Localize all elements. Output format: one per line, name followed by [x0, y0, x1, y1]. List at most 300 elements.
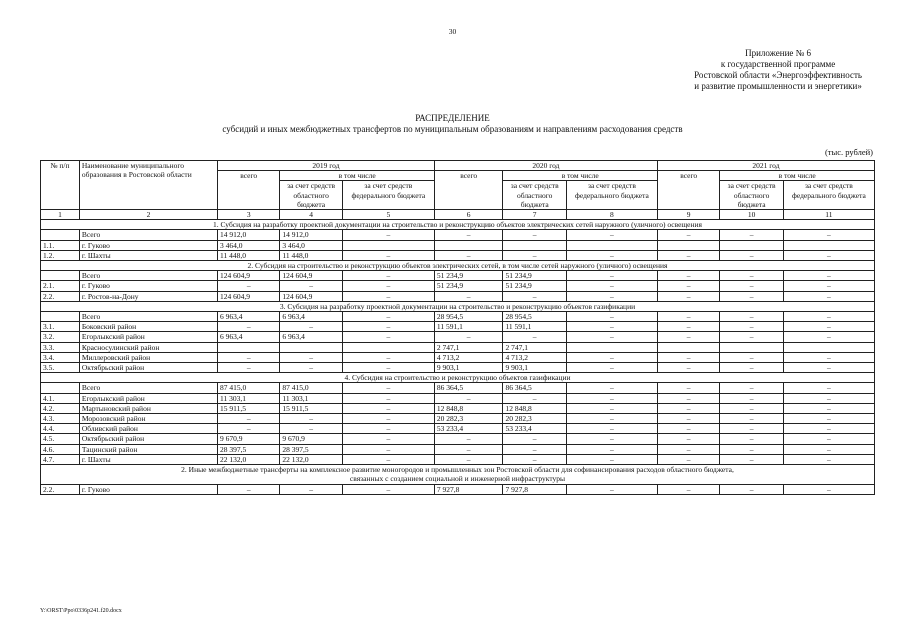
row-number: 4.6.: [41, 444, 80, 454]
value-cell: –: [280, 322, 342, 332]
value-cell: –: [566, 414, 657, 424]
value-cell: –: [566, 403, 657, 413]
value-cell: [342, 342, 434, 352]
value-cell: –: [657, 322, 719, 332]
value-cell: –: [657, 250, 719, 260]
value-cell: –: [657, 363, 719, 373]
value-cell: –: [720, 444, 783, 454]
value-cell: 3 464,0: [280, 240, 342, 250]
value-cell: 11 448,0: [218, 250, 280, 260]
header-regional: за счет средств областного бюджета: [720, 181, 783, 210]
municipality-name: Октябрьский район: [79, 363, 217, 373]
header-num: № п/п: [41, 161, 80, 210]
row-number: [41, 312, 80, 322]
value-cell: –: [566, 312, 657, 322]
value-cell: –: [657, 312, 719, 322]
section-title: 3. Субсидия на разработку проектной документации на строительство и реконструкцию объектов газификации: [41, 301, 875, 311]
row-number: 2.1.: [41, 281, 80, 291]
table-row: [41, 312, 875, 322]
value-cell: 14 912,0: [218, 230, 280, 240]
value-cell: –: [566, 383, 657, 393]
value-cell: –: [720, 454, 783, 464]
value-cell: [720, 240, 783, 250]
value-cell: –: [657, 271, 719, 281]
value-cell: 22 132,0: [280, 454, 342, 464]
value-cell: 4 713,2: [434, 352, 503, 362]
municipality-name: Миллеровский район: [79, 352, 217, 362]
section-row: [41, 301, 875, 311]
value-cell: –: [657, 424, 719, 434]
value-cell: –: [783, 322, 874, 332]
municipality-name: Боковский район: [79, 322, 217, 332]
value-cell: –: [783, 363, 874, 373]
value-cell: –: [434, 444, 503, 454]
municipality-name: г. Шахты: [79, 250, 217, 260]
col-number: 7: [503, 210, 566, 220]
municipality-name: Тацинский район: [79, 444, 217, 454]
header-total: всего: [218, 171, 280, 210]
section-title: 2. Субсидия на строительство и реконструкцию объектов электрических сетей, в том числе сетей наружного (уличного) освещения: [41, 261, 875, 271]
value-cell: –: [342, 434, 434, 444]
value-cell: –: [783, 250, 874, 260]
header-total: всего: [657, 171, 719, 210]
row-number: 3.1.: [41, 322, 80, 332]
value-cell: 9 670,9: [218, 434, 280, 444]
value-cell: –: [720, 291, 783, 301]
table-row: [41, 434, 875, 444]
value-cell: –: [566, 250, 657, 260]
value-cell: 2 747,1: [434, 342, 503, 352]
header-total: всего: [434, 171, 503, 210]
value-cell: 14 912,0: [280, 230, 342, 240]
section-title: 1. Субсидия на разработку проектной документации на строительство и реконструкцию объектов электрических сетей наружного (уличного) освещения: [41, 220, 875, 230]
value-cell: 15 911,5: [218, 403, 280, 413]
value-cell: 20 282,3: [434, 414, 503, 424]
col-number: 8: [566, 210, 657, 220]
value-cell: –: [342, 414, 434, 424]
value-cell: –: [342, 322, 434, 332]
value-cell: –: [657, 414, 719, 424]
value-cell: 15 911,5: [280, 403, 342, 413]
row-number: [41, 230, 80, 240]
value-cell: –: [503, 454, 566, 464]
value-cell: –: [783, 414, 874, 424]
section-row: [41, 220, 875, 230]
value-cell: –: [503, 230, 566, 240]
value-cell: –: [720, 414, 783, 424]
value-cell: [657, 240, 719, 250]
row-number: 3.4.: [41, 352, 80, 362]
table-row: [41, 383, 875, 393]
value-cell: –: [783, 230, 874, 240]
value-cell: –: [783, 484, 874, 494]
value-cell: –: [783, 271, 874, 281]
value-cell: –: [783, 332, 874, 342]
table-row: [41, 393, 875, 403]
value-cell: 11 303,1: [280, 393, 342, 403]
value-cell: –: [566, 424, 657, 434]
table-row: [41, 424, 875, 434]
municipality-name: Всего: [79, 312, 217, 322]
value-cell: 28 397,5: [218, 444, 280, 454]
header-year-2019: 2019 год: [218, 161, 435, 171]
value-cell: –: [342, 271, 434, 281]
value-cell: –: [503, 332, 566, 342]
value-cell: 124 604,9: [280, 271, 342, 281]
value-cell: –: [434, 434, 503, 444]
value-cell: –: [657, 291, 719, 301]
value-cell: 11 591,1: [503, 322, 566, 332]
value-cell: –: [342, 393, 434, 403]
value-cell: –: [342, 454, 434, 464]
value-cell: –: [434, 250, 503, 260]
value-cell: –: [720, 281, 783, 291]
section-title: 4. Субсидия на строительство и реконструкцию объектов газификации: [41, 373, 875, 383]
value-cell: –: [218, 484, 280, 494]
value-cell: 6 963,4: [280, 312, 342, 322]
value-cell: –: [280, 352, 342, 362]
value-cell: –: [720, 322, 783, 332]
table-row: [41, 271, 875, 281]
value-cell: –: [657, 444, 719, 454]
value-cell: 51 234,9: [434, 271, 503, 281]
value-cell: –: [783, 454, 874, 464]
value-cell: –: [720, 363, 783, 373]
value-cell: [720, 342, 783, 352]
value-cell: –: [783, 383, 874, 393]
units-label: (тыс. рублей): [824, 147, 873, 157]
col-number: 3: [218, 210, 280, 220]
municipality-name: Красносулинский район: [79, 342, 217, 352]
value-cell: [503, 240, 566, 250]
value-cell: 12 848,8: [503, 403, 566, 413]
value-cell: –: [434, 230, 503, 240]
municipality-name: Морозовский район: [79, 414, 217, 424]
col-number: 2: [79, 210, 217, 220]
value-cell: [783, 240, 874, 250]
value-cell: –: [434, 393, 503, 403]
section-row: [41, 261, 875, 271]
value-cell: –: [280, 424, 342, 434]
value-cell: –: [342, 383, 434, 393]
value-cell: –: [657, 332, 719, 342]
table-row: [41, 332, 875, 342]
table-body: [41, 220, 875, 494]
value-cell: –: [218, 352, 280, 362]
value-cell: –: [218, 363, 280, 373]
value-cell: 53 233,4: [503, 424, 566, 434]
value-cell: 87 415,0: [218, 383, 280, 393]
col-number: 1: [41, 210, 80, 220]
value-cell: 28 954,5: [434, 312, 503, 322]
value-cell: –: [720, 383, 783, 393]
value-cell: –: [566, 434, 657, 444]
row-number: 4.2.: [41, 403, 80, 413]
municipality-name: Всего: [79, 383, 217, 393]
municipality-name: Егорлыкский район: [79, 393, 217, 403]
value-cell: [434, 240, 503, 250]
col-number: 10: [720, 210, 783, 220]
value-cell: 4 713,2: [503, 352, 566, 362]
value-cell: –: [342, 332, 434, 342]
value-cell: 6 963,4: [218, 312, 280, 322]
value-cell: [657, 342, 719, 352]
table-row: [41, 250, 875, 260]
value-cell: –: [342, 250, 434, 260]
value-cell: 28 397,5: [280, 444, 342, 454]
value-cell: 20 282,3: [503, 414, 566, 424]
value-cell: –: [566, 271, 657, 281]
col-number: 9: [657, 210, 719, 220]
appendix-line: Приложение № 6: [745, 48, 811, 58]
row-number: 3.3.: [41, 342, 80, 352]
value-cell: –: [342, 291, 434, 301]
value-cell: –: [566, 363, 657, 373]
column-numbers-row: [41, 210, 875, 220]
value-cell: –: [342, 444, 434, 454]
table-row: [41, 352, 875, 362]
value-cell: –: [434, 332, 503, 342]
distribution-table: [40, 160, 875, 495]
header-federal: за счет средств федерального бюджета: [783, 181, 874, 210]
table-row: [41, 444, 875, 454]
value-cell: –: [720, 230, 783, 240]
col-number: 4: [280, 210, 342, 220]
row-number: 4.7.: [41, 454, 80, 464]
header-federal: за счет средств федерального бюджета: [342, 181, 434, 210]
page-number: 30: [448, 27, 457, 36]
value-cell: 87 415,0: [280, 383, 342, 393]
header-year-2021: 2021 год: [657, 161, 874, 171]
value-cell: –: [342, 424, 434, 434]
value-cell: –: [720, 393, 783, 403]
value-cell: [566, 240, 657, 250]
value-cell: 86 364,5: [434, 383, 503, 393]
value-cell: –: [218, 414, 280, 424]
value-cell: –: [342, 281, 434, 291]
value-cell: –: [783, 444, 874, 454]
table-row: [41, 281, 875, 291]
value-cell: –: [434, 454, 503, 464]
value-cell: –: [783, 291, 874, 301]
value-cell: –: [657, 383, 719, 393]
value-cell: 11 303,1: [218, 393, 280, 403]
value-cell: –: [720, 332, 783, 342]
value-cell: –: [566, 291, 657, 301]
table-row: [41, 403, 875, 413]
header-including: в том числе: [503, 171, 658, 181]
value-cell: –: [783, 281, 874, 291]
value-cell: 22 132,0: [218, 454, 280, 464]
value-cell: –: [566, 484, 657, 494]
value-cell: –: [657, 434, 719, 444]
value-cell: –: [657, 352, 719, 362]
table-row: [41, 240, 875, 250]
appendix-note: [694, 48, 862, 92]
value-cell: –: [657, 484, 719, 494]
value-cell: 124 604,9: [218, 291, 280, 301]
value-cell: –: [218, 281, 280, 291]
value-cell: [783, 342, 874, 352]
table-row: [41, 484, 875, 494]
section-row: [41, 373, 875, 383]
municipality-name: Всего: [79, 271, 217, 281]
value-cell: –: [503, 444, 566, 454]
value-cell: –: [280, 484, 342, 494]
col-number: 5: [342, 210, 434, 220]
value-cell: 53 233,4: [434, 424, 503, 434]
municipality-name: Всего: [79, 230, 217, 240]
value-cell: [566, 342, 657, 352]
document-title: [0, 113, 905, 135]
col-number: 6: [434, 210, 503, 220]
value-cell: 51 234,9: [434, 281, 503, 291]
value-cell: –: [566, 352, 657, 362]
file-path-footer: Y:\ORST\Ppo\0336p241.f20.docx: [40, 608, 122, 614]
value-cell: –: [566, 322, 657, 332]
value-cell: 9 903,1: [503, 363, 566, 373]
value-cell: –: [342, 363, 434, 373]
value-cell: –: [783, 434, 874, 444]
row-number: [41, 383, 80, 393]
value-cell: –: [720, 352, 783, 362]
municipality-name: Обливский район: [79, 424, 217, 434]
table-row: [41, 322, 875, 332]
value-cell: 9 670,9: [280, 434, 342, 444]
value-cell: –: [657, 230, 719, 240]
municipality-name: г. Гуково: [79, 484, 217, 494]
value-cell: –: [503, 291, 566, 301]
section-row: [41, 465, 875, 484]
header-year-2020: 2020 год: [434, 161, 657, 171]
value-cell: –: [657, 281, 719, 291]
municipality-name: г. Ростов-на-Дону: [79, 291, 217, 301]
header-regional: за счет средств областного бюджета: [280, 181, 342, 210]
municipality-name: Октябрьский район: [79, 434, 217, 444]
value-cell: –: [434, 291, 503, 301]
municipality-name: Мартыновский район: [79, 403, 217, 413]
value-cell: 6 963,4: [218, 332, 280, 342]
value-cell: –: [503, 393, 566, 403]
row-number: 4.3.: [41, 414, 80, 424]
value-cell: –: [566, 444, 657, 454]
row-number: 1.1.: [41, 240, 80, 250]
table-row: [41, 342, 875, 352]
value-cell: –: [720, 403, 783, 413]
header-regional: за счет средств областного бюджета: [503, 181, 566, 210]
value-cell: –: [503, 250, 566, 260]
row-number: 4.1.: [41, 393, 80, 403]
value-cell: –: [720, 250, 783, 260]
value-cell: 12 848,8: [434, 403, 503, 413]
value-cell: –: [566, 332, 657, 342]
value-cell: 51 234,9: [503, 281, 566, 291]
municipality-name: г. Шахты: [79, 454, 217, 464]
value-cell: 28 954,5: [503, 312, 566, 322]
row-number: 1.2.: [41, 250, 80, 260]
value-cell: 51 234,9: [503, 271, 566, 281]
municipality-name: Егорлыкский район: [79, 332, 217, 342]
value-cell: 11 448,0: [280, 250, 342, 260]
value-cell: –: [783, 424, 874, 434]
value-cell: –: [657, 454, 719, 464]
value-cell: –: [657, 403, 719, 413]
table-row: [41, 454, 875, 464]
row-number: [41, 271, 80, 281]
value-cell: 6 963,4: [280, 332, 342, 342]
municipality-name: г. Гуково: [79, 240, 217, 250]
value-cell: –: [342, 352, 434, 362]
value-cell: 124 604,9: [218, 271, 280, 281]
value-cell: [280, 342, 342, 352]
header-federal: за счет средств федерального бюджета: [566, 181, 657, 210]
value-cell: 124 604,9: [280, 291, 342, 301]
value-cell: 86 364,5: [503, 383, 566, 393]
header-name: Наименование муниципального образования в Ростовской области: [79, 161, 217, 210]
value-cell: –: [720, 424, 783, 434]
appendix-line: и развитие промышленности и энергетики»: [694, 81, 862, 91]
table-row: [41, 291, 875, 301]
value-cell: –: [720, 312, 783, 322]
value-cell: –: [342, 484, 434, 494]
table-row: [41, 363, 875, 373]
value-cell: –: [503, 434, 566, 444]
value-cell: –: [342, 230, 434, 240]
appendix-line: к государственной программе: [720, 59, 836, 69]
value-cell: –: [566, 393, 657, 403]
municipality-name: г. Гуково: [79, 281, 217, 291]
table-header: [41, 161, 875, 220]
value-cell: –: [342, 312, 434, 322]
value-cell: 9 903,1: [434, 363, 503, 373]
row-number: 2.2.: [41, 484, 80, 494]
value-cell: –: [720, 271, 783, 281]
value-cell: –: [657, 393, 719, 403]
value-cell: –: [720, 434, 783, 444]
row-number: 4.4.: [41, 424, 80, 434]
value-cell: 2 747,1: [503, 342, 566, 352]
title-subtitle: субсидий и иных межбюджетных трансфертов по муниципальным образованиям и направлениям расходования средств: [222, 124, 683, 134]
value-cell: –: [218, 424, 280, 434]
appendix-line: Ростовской области «Энергоэффективность: [694, 70, 862, 80]
value-cell: –: [280, 363, 342, 373]
value-cell: –: [342, 403, 434, 413]
value-cell: –: [566, 454, 657, 464]
value-cell: –: [566, 230, 657, 240]
value-cell: 7 927,8: [434, 484, 503, 494]
value-cell: [218, 342, 280, 352]
col-number: 11: [783, 210, 874, 220]
value-cell: –: [783, 312, 874, 322]
value-cell: 3 464,0: [218, 240, 280, 250]
value-cell: –: [566, 281, 657, 291]
row-number: 2.2.: [41, 291, 80, 301]
value-cell: –: [783, 403, 874, 413]
value-cell: 11 591,1: [434, 322, 503, 332]
value-cell: –: [280, 281, 342, 291]
value-cell: –: [720, 484, 783, 494]
header-including: в том числе: [280, 171, 435, 181]
section-title: 2. Иные межбюджетные трансферты на комплексное развитие моногородов и промышленных зон Ростовской области для софинансирования расходов областного бюджета, связанных с созданием социальной и инженерной инфраструктуры: [41, 465, 875, 484]
header-including: в том числе: [720, 171, 875, 181]
value-cell: [342, 240, 434, 250]
value-cell: –: [783, 352, 874, 362]
table-row: [41, 230, 875, 240]
row-number: 4.5.: [41, 434, 80, 444]
row-number: 3.5.: [41, 363, 80, 373]
table-row: [41, 414, 875, 424]
value-cell: –: [280, 414, 342, 424]
